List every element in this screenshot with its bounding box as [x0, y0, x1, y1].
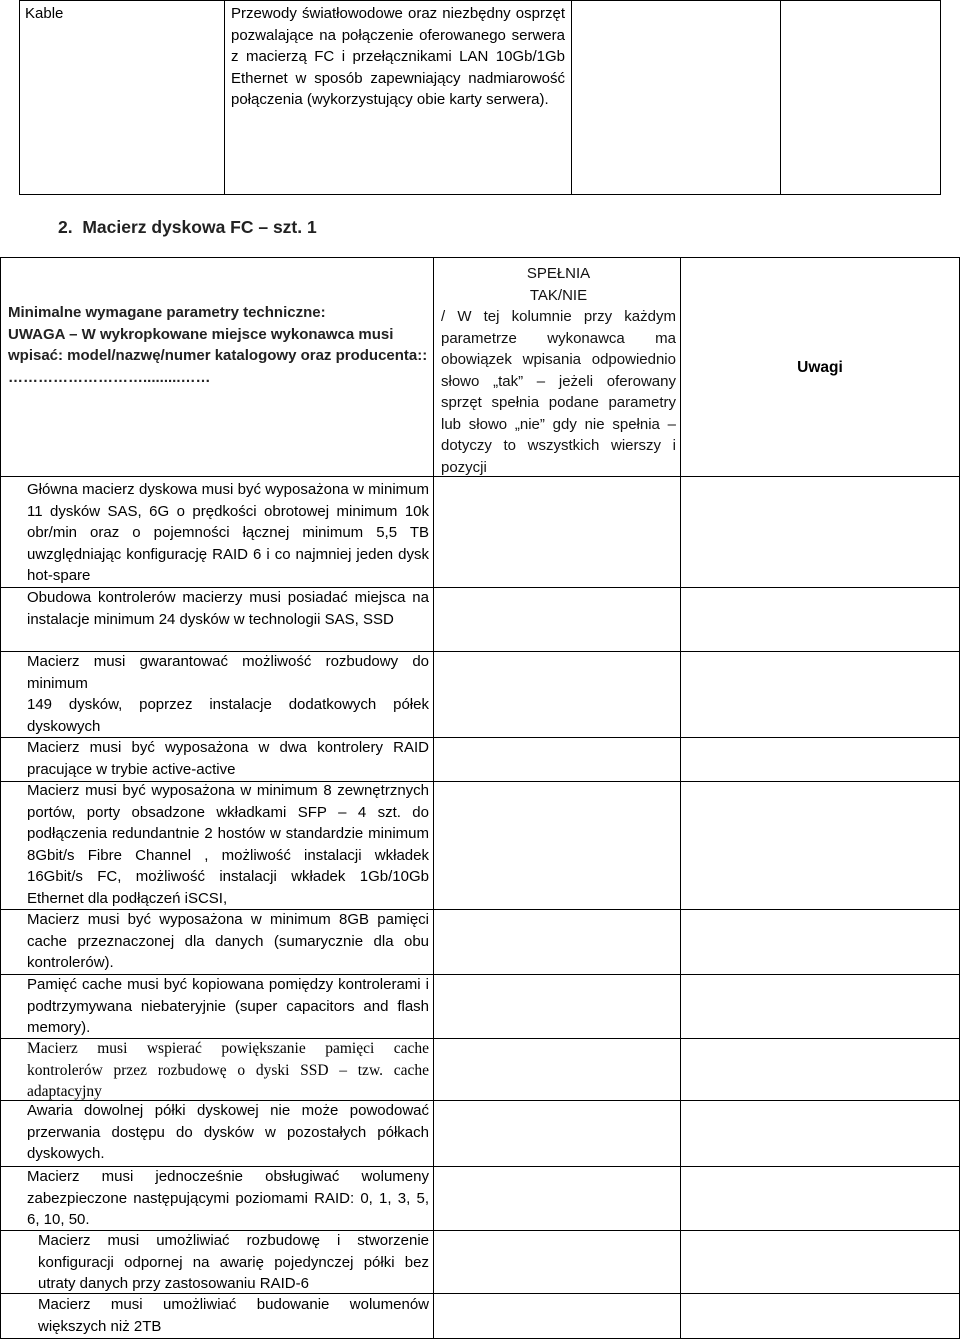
requirements-header-note: UWAGA – W wykropkowane miejsce wykonawca musi wpisać: model/nazwę/numer katalogowy oraz producenta::: [8, 325, 428, 364]
requirement-row: 149 dysków, poprzez instalacje dodatkowych półek dyskowych: [27, 696, 429, 735]
table-border: [0, 257, 1, 1339]
row-description: Przewody światłowodowe oraz niezbędny osprzęt pozwalające na połączenie oferowanego serwera z macierzą FC i przełącznikami LAN 10Gb/1Gb Ethernet w sposób zapewniający nadmiarowość połączenia (wykorzystujący obie karty serwera).: [231, 5, 565, 108]
requirement-row: Macierz musi gwarantować możliwość rozbudowy do minimum: [27, 653, 429, 692]
requirement-row: Główna macierz dyskowa musi być wyposażona w minimum 11 dysków SAS, 6G o prędkości obrotowej minimum 10k obr/min oraz o pojemności łącznej minimum 5,5 TB uwzględniając konfigurację RAID 6 i co najmniej jeden dysk hot-spare: [27, 481, 429, 584]
requirement-row: Macierz musi wspierać powiększanie pamięci cache kontrolerów przez rozbudowę o dyski SSD – tzw. cache adaptacyjny: [27, 1040, 429, 1100]
requirement-row: Awaria dowolnej półki dyskowej nie może powodować przerwania dostępu do dysków w pozostałych półkach dyskowych.: [27, 1102, 429, 1162]
requirement-row: Macierz musi być wyposażona w minimum 8 zewnętrznych portów, porty obsadzone wkładkami SFP – 4 szt. do podłączenia redundantnie 2 hostów w standardzie minimum 8Gbit/s Fibre Channel , możliwość instalacji wkładek 16Gbit/s FC, możliwość instalacji wkładek 1Gb/10Gb Ethernet dla podłączeń iSCSI,: [27, 782, 429, 907]
table-border: [571, 0, 572, 195]
requirement-row: Obudowa kontrolerów macierzy musi posiadać miejsca na instalacje minimum 24 dysków w technologii SAS, SSD: [27, 589, 429, 628]
table-border: [224, 0, 225, 195]
requirements-header: [8, 302, 428, 388]
table-border: [680, 257, 681, 1339]
compliance-header: [441, 263, 676, 478]
table-border: [0, 257, 960, 258]
table-border: [940, 0, 941, 195]
compliance-header-instructions: / W tej kolumnie przy każdym parametrze wykonawca ma obowiązek wpisania odpowiednio słowo „tak” – jeżeli oferowany sprzęt spełnia podane parametry lub słowo „nie” gdy nie spełnia – dotyczy to wszystkich wierszy i pozycji: [441, 308, 676, 476]
table-border: [19, 0, 941, 1]
requirement-row: Macierz musi jednocześnie obsługiwać wolumeny zabezpieczone następującymi poziomami RAID: 0, 1, 3, 5, 6, 10, 50.: [27, 1168, 429, 1228]
requirement-row: Macierz musi być wyposażona w dwa kontrolery RAID pracujące w trybie active-active: [27, 739, 429, 778]
table-border: [780, 0, 781, 195]
row-label: Kable: [25, 5, 64, 22]
notes-header: Uwagi: [797, 359, 843, 376]
requirement-row: Pamięć cache musi być kopiowana pomiędzy kontrolerami i podtrzymywana niebateryjnie (super capacitors and flash memory).: [27, 976, 429, 1036]
compliance-header-options: TAK/NIE: [529, 286, 588, 304]
section-heading: 2. Macierz dyskowa FC – szt. 1: [58, 217, 317, 237]
model-fill-in-dots: ……………………….........……: [8, 368, 211, 386]
table-border: [19, 194, 941, 195]
requirement-row: Macierz musi umożliwiać rozbudowę i stworzenie konfiguracji odpornej na awarię pojedynczej półki bez utraty danych przy zastosowaniu RAID-6: [38, 1232, 429, 1292]
requirement-row: Macierz musi umożliwiać budowanie wolumenów większych niż 2TB: [38, 1296, 429, 1335]
compliance-header-title: SPEŁNIA: [526, 265, 591, 282]
requirements-header-title: Minimalne wymagane parametry techniczne:: [8, 304, 326, 321]
table-border: [433, 257, 434, 1339]
requirement-row: Macierz musi być wyposażona w minimum 8GB pamięci cache przeznaczonej dla danych (sumarycznie dla obu kontrolerów).: [27, 911, 429, 971]
table-border: [19, 0, 20, 195]
